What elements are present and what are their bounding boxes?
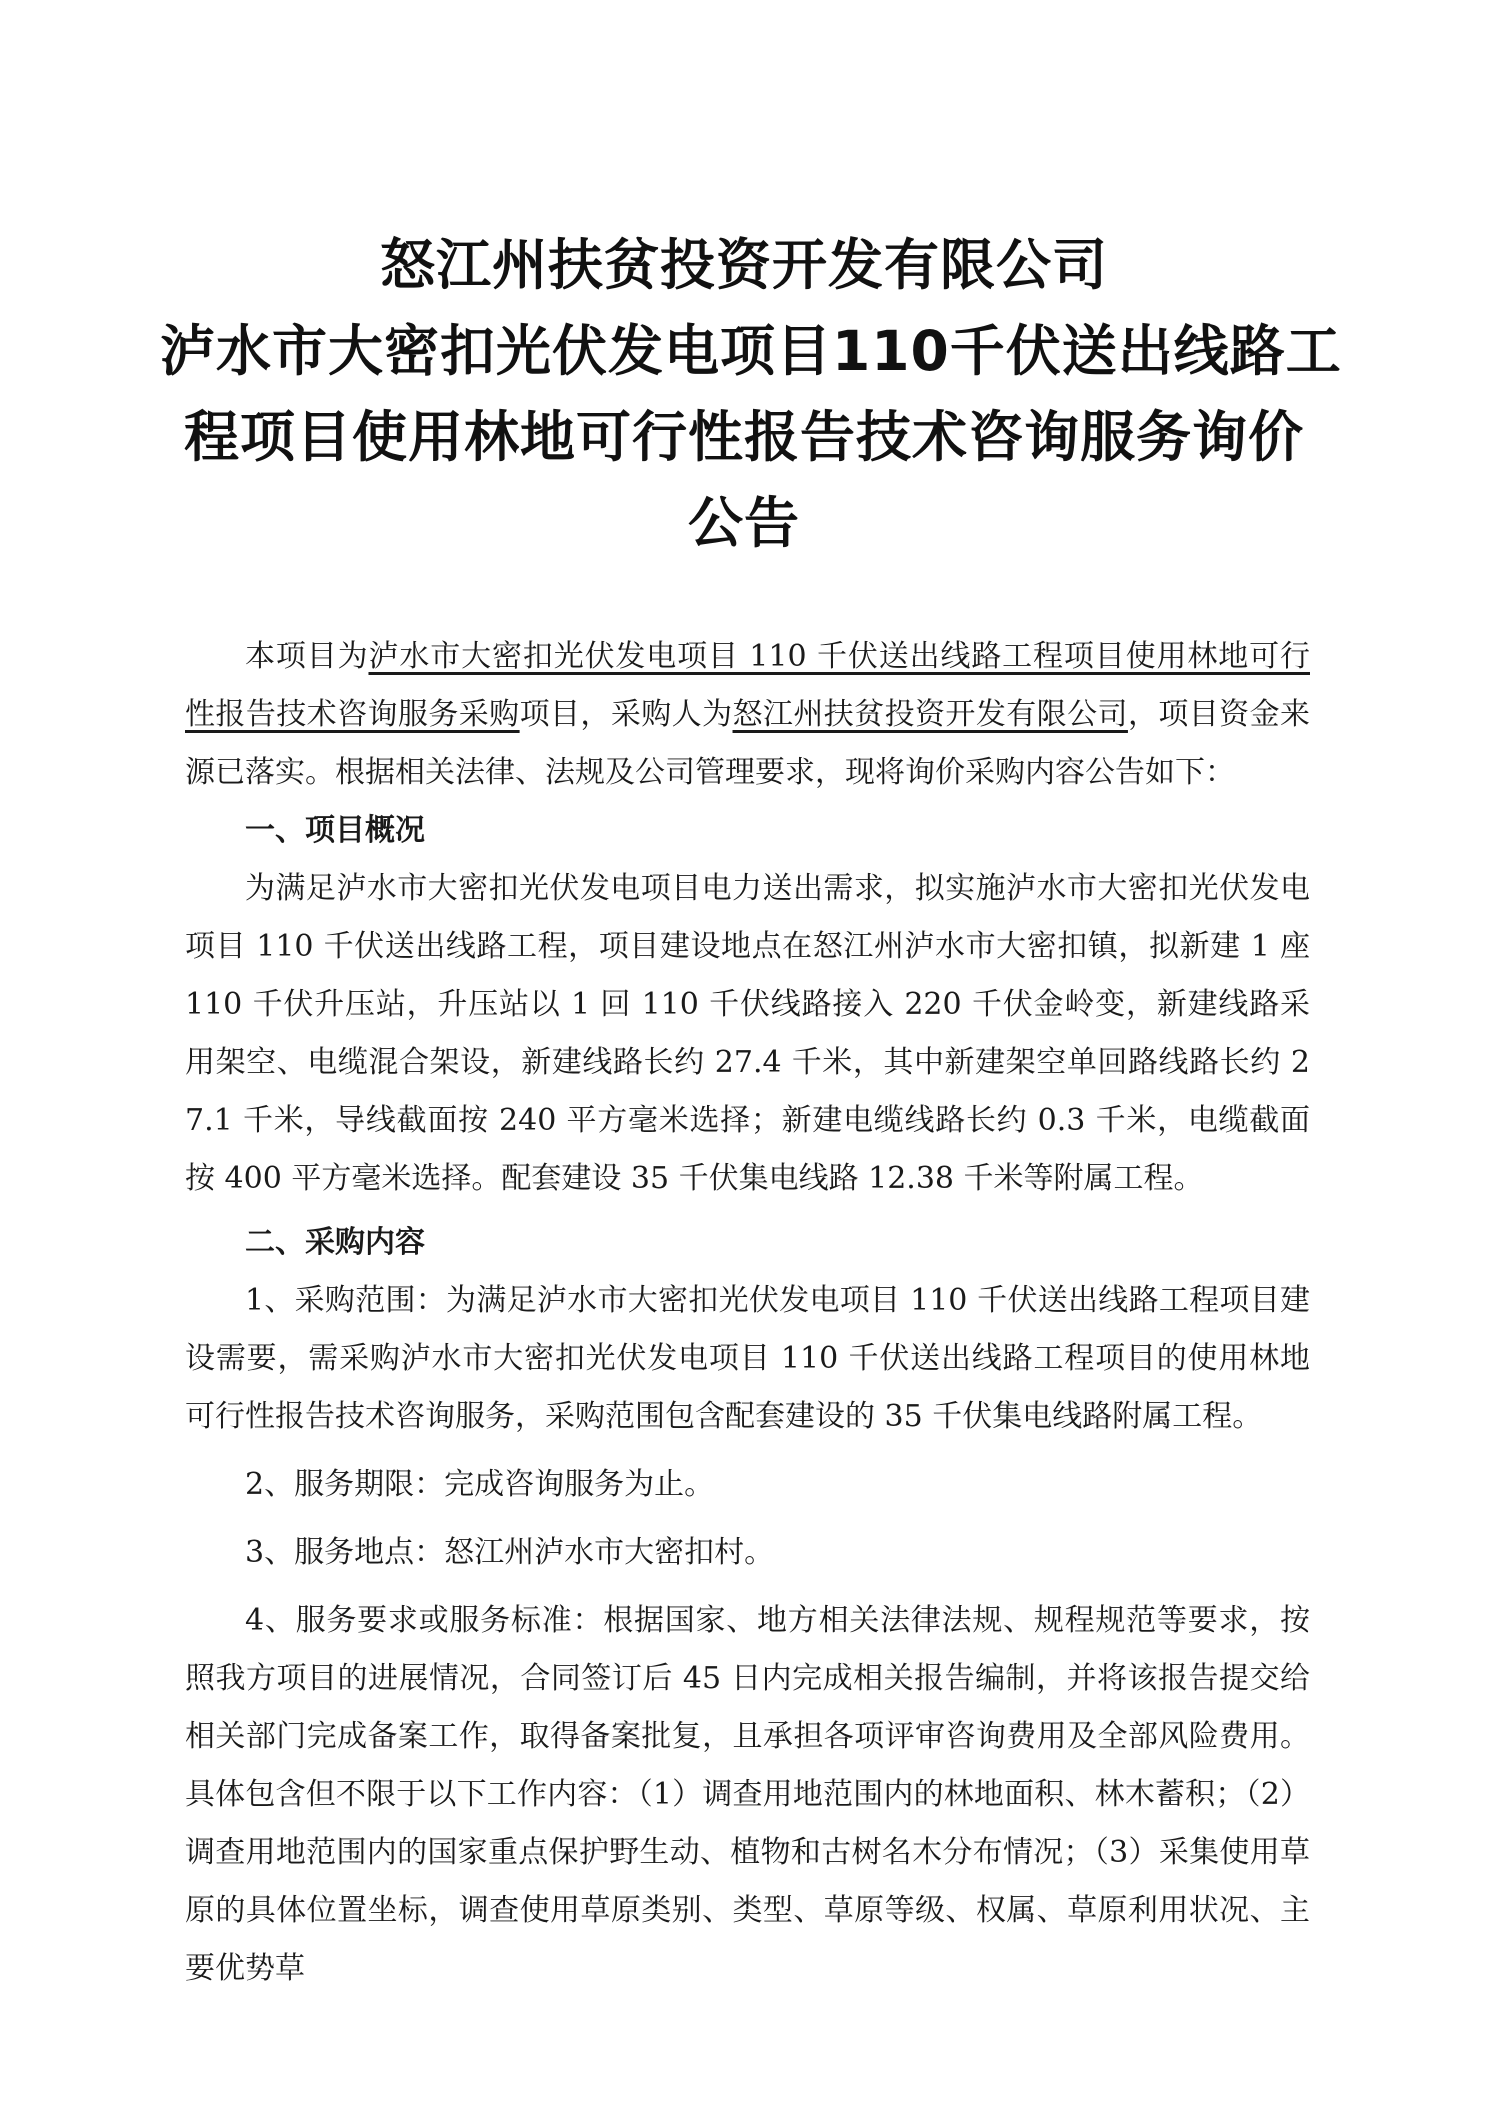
service-location-item: 3、服务地点：怒江州泸水市大密扣村。 <box>245 1535 775 1570</box>
title-line-project-2: 程项目使用林地可行性报告技术咨询服务询价 <box>183 405 1304 469</box>
document-body <box>185 628 1310 1998</box>
announcement-title <box>160 222 1342 566</box>
intro-prefix: 本项目为 <box>245 639 369 674</box>
section-heading-procurement: 二、采购内容 <box>245 1225 425 1260</box>
service-period-item: 2、服务期限：完成咨询服务为止。 <box>245 1467 715 1502</box>
section-heading-overview: 一、项目概况 <box>245 813 425 848</box>
service-requirements-item: 4、服务要求或服务标准：根据国家、地方相关法律法规、规程规范等要求，按照我方项目的进展情况，合同签订后 45 日内完成相关报告编制，并将该报告提交给相关部门完成备案工作，取得备案批复，且承担各项评审咨询费用及全部风险费用。具体包含但不限于以下工作内容：（1）调查用地范围内的林地面积、林木蓄积；（2）调查用地范围内的国家重点保护野生动、植物和古树名木分布情况；（3）采集使用草原的具体位置坐标，调查使用草原类别、类型、草原等级、权属、草原利用状况、主要优势草 <box>185 1603 1310 1986</box>
intro-suffix: ，项目资金来源已落实。根据相关法律、法规及公司管理要求，现将询价采购内容公告如下： <box>185 697 1311 790</box>
intro-middle: 项目，采购人为 <box>519 697 733 732</box>
title-line-project-1: 泸水市大密扣光伏发电项目110千伏送出线路工 <box>160 319 1342 383</box>
procurement-scope-item: 1、采购范围：为满足泸水市大密扣光伏发电项目 110 千伏送出线路工程项目建设需要，需采购泸水市大密扣光伏发电项目 110 千伏送出线路工程项目的使用林地可行性报告技术咨询服务，采购范围包含配套建设的 35 千伏集电线路附属工程。 <box>185 1283 1310 1434</box>
title-line-notice: 公告 <box>687 491 800 555</box>
project-name-underlined: 泸水市大密扣光伏发电项目 110 千伏送出线路工程项目使用林地可行性报告技术咨询服务采购 <box>185 639 1310 732</box>
intro-paragraph <box>185 628 1310 802</box>
purchaser-name-underlined: 怒江州扶贫投资开发有限公司 <box>732 697 1128 732</box>
overview-paragraph: 为满足泸水市大密扣光伏发电项目电力送出需求，拟实施泸水市大密扣光伏发电项目 110 千伏送出线路工程，项目建设地点在怒江州泸水市大密扣镇，拟新建 1 座 110 千伏升压站，升压站以 1 回 110 千伏线路接入 220 千伏金岭变，新建线路采用架空、电缆混合架设，新建线路长约 27.4 千米，其中新建架空单回路线路长约 27.1 千米，导线截面按 240 平方毫米选择；新建电缆线路长约 0.3 千米，电缆截面按 400 平方毫米选择。配套建设 35 千伏集电线路 12.38 千米等附属工程。 <box>185 871 1310 1196</box>
title-line-company: 怒江州扶贫投资开发有限公司 <box>379 233 1108 297</box>
